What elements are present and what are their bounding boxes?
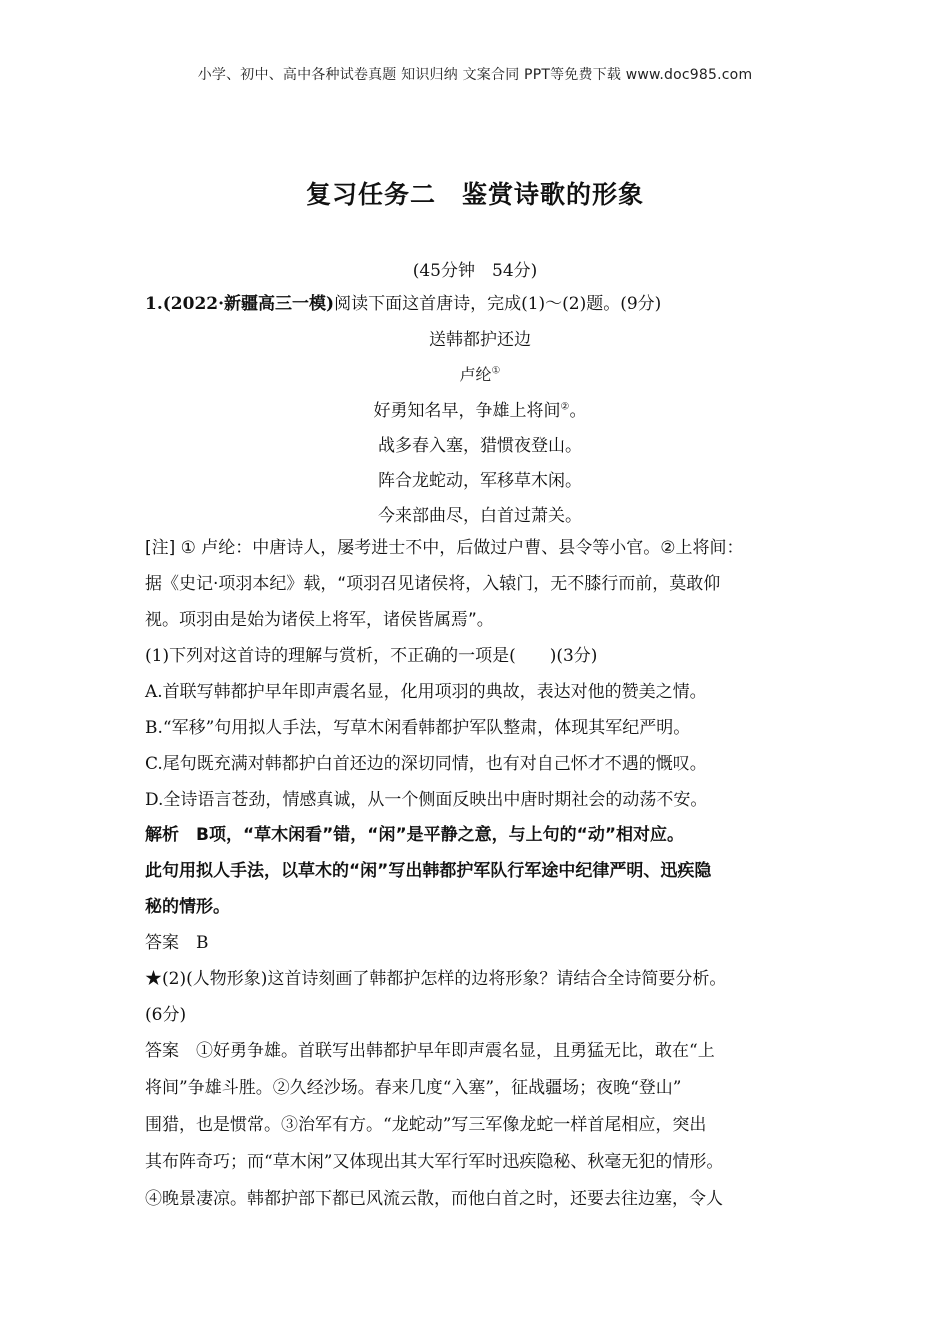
poem-title: 送韩都护还边 — [429, 330, 531, 350]
sub-question-1-analysis — [145, 817, 815, 925]
answer-line: 答案 ①好勇争雄。首联写出韩都护早年即声震名显，且勇猛无比，敢在“上 — [145, 1041, 715, 1061]
note-line: 据《史记·项羽本纪》载，“项羽召见诸侯将，入辕门，无不膝行而前，莫敢仰 — [145, 574, 721, 594]
question-number: 1. — [145, 294, 163, 314]
option-a: A.首联写韩都护早年即声震名显，化用项羽的典故，表达对他的赞美之情。 — [145, 682, 707, 702]
question-source: (2022·新疆高三一模) — [162, 294, 335, 314]
poem-line: 阵合龙蛇动，军移草木闲。 — [378, 471, 582, 491]
poem-notes — [145, 530, 815, 638]
poem-line: 战多春入塞，猎惯夜登山。 — [378, 436, 582, 456]
note-line: 视。项羽由是始为诸侯上将军，诸侯皆属焉”。 — [145, 610, 494, 630]
poem — [145, 322, 815, 534]
footnote-mark: ② — [560, 401, 570, 413]
analysis-line: 此句用拟人手法，以草木的“闲”写出韩都护军队行军途中纪律严明、迅疾隐 — [145, 861, 712, 881]
site-header: 小学、初中、高中各种试卷真题 知识归纳 文案合同 PPT等免费下载 www.doc985.com — [197, 67, 753, 83]
sub-question-2 — [145, 961, 815, 1033]
poem-line: 好勇知名早，争雄上将间②。 — [373, 401, 587, 421]
answer-line: 将间”争雄斗胜。②久经沙场。春来几度“入塞”，征战疆场；夜晚“登山” — [145, 1078, 682, 1098]
poem-author: 卢纶① — [459, 365, 501, 384]
poem-line: 今来部曲尽，白首过萧关。 — [378, 506, 582, 526]
answer-line: ④晚景凄凉。韩都护部下都已风流云散，而他白首之时，还要去往边塞，令人 — [145, 1189, 723, 1209]
analysis-line: 秘的情形。 — [145, 897, 230, 917]
analysis-line: 解析 B项，“草木闲看”错，“闲”是平静之意，与上句的“动”相对应。 — [145, 825, 684, 845]
footnote-mark: ① — [491, 365, 501, 377]
sub-question-2-answer — [145, 1033, 815, 1218]
sub-question-1 — [145, 638, 815, 818]
option-c: C.尾句既充满对韩都护白首还边的深切同情，也有对自己怀才不遇的慨叹。 — [145, 754, 707, 774]
answer-line: 其布阵奇巧；而“草木闲”又体现出其大军行军时迅疾隐秘、秋毫无犯的情形。 — [145, 1152, 724, 1172]
option-b: B.“军移”句用拟人手法，写草木闲看韩都护军队整肃，体现其军纪严明。 — [145, 718, 691, 738]
page-title: 复习任务二 鉴赏诗歌的形象 — [305, 180, 644, 209]
answer-line: 答案 B — [145, 933, 209, 953]
time-score-info: (45分钟 54分) — [412, 261, 538, 281]
sub-question-1-prompt: (1)下列对这首诗的理解与赏析，不正确的一项是( )(3分) — [145, 646, 598, 666]
sub-question-2-prompt: ★(2)(人物形象)这首诗刻画了韩都护怎样的边将形象？请结合全诗简要分析。 — [145, 969, 727, 989]
option-d: D.全诗语言苍劲，情感真诚，从一个侧面反映出中唐时期社会的动荡不安。 — [145, 790, 708, 810]
question-instructions: 阅读下面这首唐诗，完成(1)～(2)题。(9分) — [334, 294, 662, 314]
question-1-prompt — [145, 286, 815, 322]
sub-question-1-answer — [145, 925, 815, 961]
answer-line: 围猎，也是惯常。③治军有方。“龙蛇动”写三军像龙蛇一样首尾相应，突出 — [145, 1115, 707, 1135]
sub-question-2-score: (6分) — [145, 1005, 187, 1025]
note-line: [注] ① 卢纶：中唐诗人，屡考进士不中，后做过户曹、县令等小官。②上将间： — [145, 538, 744, 558]
